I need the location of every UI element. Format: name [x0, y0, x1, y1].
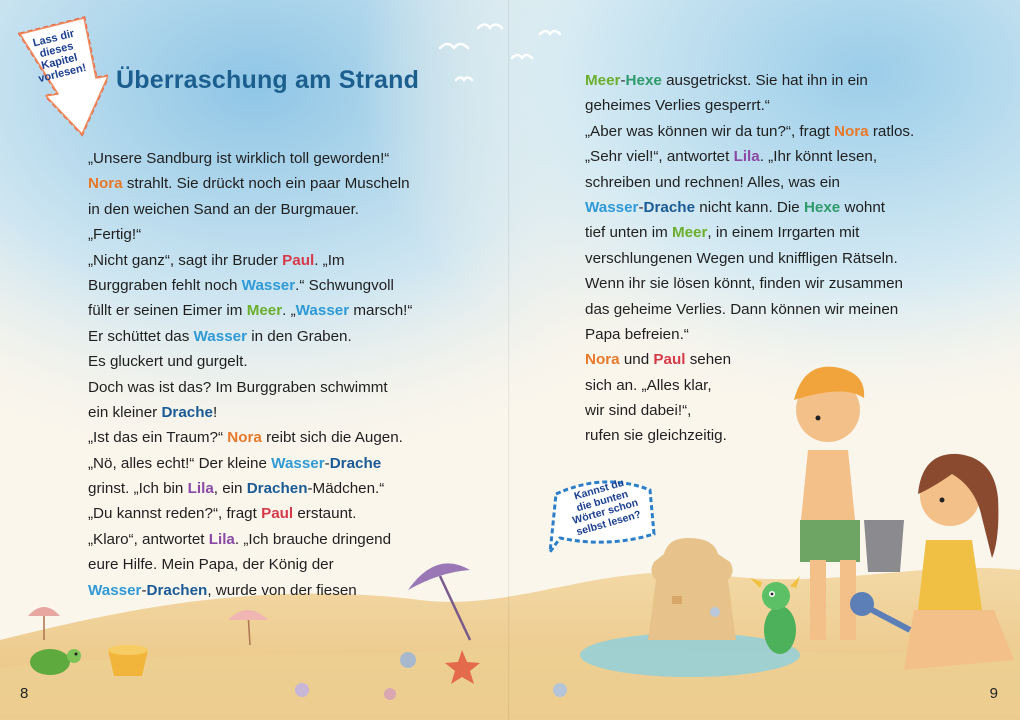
text-line [88, 527, 412, 552]
colored-word: Meer [585, 72, 621, 89]
text-segment: rufen sie gleichzeitig. [585, 427, 727, 445]
text-segment: - [324, 454, 330, 472]
text-segment: .“ Schwungvoll [295, 276, 394, 294]
colored-word: Nora [834, 122, 869, 140]
text-segment: und [619, 351, 654, 369]
colored-word: Lila [208, 530, 235, 548]
text-line [88, 578, 412, 603]
text-segment: „Aber was können wir da tun?“, fragt [585, 122, 835, 140]
text-line [585, 195, 914, 220]
text-segment: ratlos. [868, 122, 915, 140]
text-line [88, 197, 412, 222]
text-segment: ein kleiner [88, 403, 162, 421]
text-segment: „Ist das ein Traum?“ [88, 429, 228, 447]
read-aloud-label: Lass dir dieses Kapitel vorlesen! [31, 27, 88, 86]
text-segment: . „ [282, 302, 296, 320]
text-line [585, 144, 914, 169]
text-segment: das geheime Verlies. Dann können wir meinen [585, 300, 899, 318]
colored-word: Drachen [146, 581, 208, 599]
text-segment: Er schüttet das [88, 327, 194, 345]
colored-word: Hexe [803, 198, 841, 216]
colored-word: Wasser [295, 302, 350, 320]
colored-word: Wasser [88, 581, 142, 599]
text-segment: . „Ihr könnt lesen, [759, 148, 878, 166]
chapter-title: Überraschung am Strand [116, 66, 420, 94]
colored-word: Nora [585, 351, 620, 369]
text-line [585, 423, 914, 448]
text-line [88, 476, 412, 501]
text-segment: strahlt. Sie drückt noch ein paar Muscheln [122, 175, 410, 193]
colored-word: Wasser [241, 276, 296, 294]
text-segment: sehen [685, 351, 732, 369]
text-line [585, 220, 914, 245]
text-segment: Papa befreien.“ [585, 325, 689, 343]
colored-word: Wasser [585, 198, 639, 216]
text-segment: - [141, 581, 147, 599]
text-segment: Wenn ihr sie lösen könnt, finden wir zusammen [585, 275, 903, 293]
text-segment: in den Graben. [247, 327, 352, 345]
colored-word: Meer [246, 302, 283, 320]
colored-word: Hexe [625, 72, 662, 89]
text-segment: eure Hilfe. Mein Papa, der König der [88, 556, 334, 574]
text-segment: , ein [213, 480, 247, 498]
text-segment: . „Ich brauche dringend [234, 530, 392, 548]
colored-word: Drache [329, 454, 382, 472]
text-line [88, 425, 412, 450]
colored-word: Drache [643, 198, 696, 216]
colored-word: Nora [227, 429, 262, 447]
colored-word: Drache [161, 403, 213, 421]
text-segment: nicht kann. Die [695, 198, 804, 216]
text-segment: - [638, 198, 644, 216]
colored-word: Meer [671, 224, 708, 242]
colored-word: Paul [261, 505, 294, 523]
text-segment: erstaunt. [293, 505, 357, 523]
text-segment: wohnt [840, 198, 885, 216]
text-line [88, 349, 412, 374]
text-segment: ausgetrickst. Sie hat ihn in ein [661, 72, 868, 89]
colored-word: Paul [282, 251, 315, 269]
text-segment: „Sehr viel!“, antwortet [585, 148, 734, 166]
text-line [88, 298, 412, 323]
colored-word: Drachen [246, 480, 308, 498]
text-line [88, 501, 412, 526]
text-line [88, 248, 412, 273]
text-line [88, 146, 412, 171]
text-line [585, 347, 914, 372]
text-segment: wir sind dabei!“, [585, 402, 692, 420]
colored-word: Wasser [193, 327, 247, 345]
text-segment: in den weichen Sand an der Burgmauer. [88, 200, 360, 218]
left-page-text [88, 146, 412, 603]
text-segment: Doch was ist das? Im Burggraben schwimmt [88, 378, 388, 396]
colored-word: Lila [187, 480, 214, 498]
text-segment: -Mädchen.“ [307, 480, 385, 498]
text-line [88, 273, 412, 298]
read-aloud-badge [12, 14, 108, 138]
text-segment: „Du kannst reden?“, fragt [88, 505, 262, 523]
text-line [88, 451, 412, 476]
text-segment: marsch!“ [349, 302, 413, 320]
text-line [585, 68, 914, 93]
colored-word: Lila [733, 148, 760, 166]
text-line [88, 324, 412, 349]
right-page-text [585, 68, 914, 449]
text-line [585, 398, 914, 423]
text-segment: . „Im [314, 251, 345, 269]
text-segment: „Nö, alles echt!“ Der kleine [88, 454, 272, 472]
text-segment: , wurde von der fiesen [207, 581, 357, 599]
text-line [585, 322, 914, 347]
colored-words-badge [548, 474, 656, 554]
text-line [585, 373, 914, 398]
text-segment: sich an. „Alles klar, [585, 376, 712, 394]
text-line [585, 246, 914, 271]
text-line [585, 297, 914, 322]
text-segment: „Unsere Sandburg ist wirklich toll geworden!“ [88, 150, 390, 167]
text-segment: geheimes Verlies gesperrt.“ [585, 97, 770, 115]
text-segment: , in einem Irrgarten mit [707, 224, 860, 242]
text-segment: grinst. „Ich bin [88, 480, 188, 498]
text-segment: schreiben und rechnen! Alles, was ein [585, 173, 840, 191]
text-segment: reibt sich die Augen. [261, 429, 403, 447]
colored-word: Nora [88, 175, 123, 193]
text-segment: - [620, 72, 626, 89]
text-segment: Burggraben fehlt noch [88, 276, 242, 294]
text-line [88, 171, 412, 196]
text-segment: „Klaro“, antwortet [88, 530, 209, 548]
colored-word: Paul [653, 351, 686, 369]
text-line [88, 375, 412, 400]
text-segment: „Nicht ganz“, sagt ihr Bruder [88, 251, 283, 269]
text-line [585, 271, 914, 296]
text-segment: „Fertig!“ [88, 226, 142, 244]
book-gutter [508, 0, 510, 720]
text-line [585, 119, 914, 144]
text-segment: füllt er seinen Eimer im [88, 302, 247, 320]
colored-word: Wasser [271, 454, 325, 472]
sand-bucket-mold [108, 645, 148, 676]
text-segment: Es gluckert und gurgelt. [88, 353, 248, 371]
page-number-right: 9 [989, 685, 998, 702]
text-line [585, 93, 914, 118]
page-number-left: 8 [20, 685, 29, 702]
text-line [88, 400, 412, 425]
text-line [585, 170, 914, 195]
text-segment: ! [212, 403, 218, 421]
colored-words-label: Kannst du die bunten Wörter schon selbst lesen? [571, 476, 643, 538]
text-line [88, 552, 412, 577]
text-segment: verschlungenen Wegen und kniffligen Rätseln. [585, 249, 898, 267]
text-line [88, 222, 412, 247]
text-segment: tief unten im [585, 224, 672, 242]
